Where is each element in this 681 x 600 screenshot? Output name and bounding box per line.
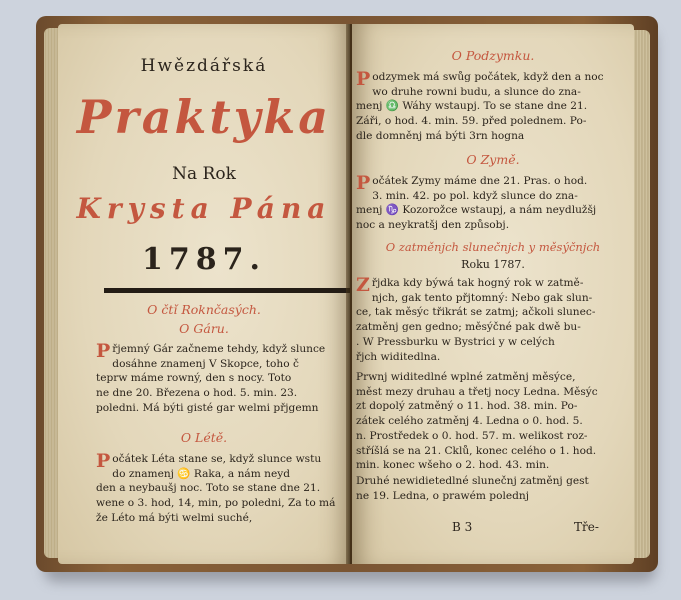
title-rule xyxy=(104,288,350,293)
winter-heading: O Zymě. xyxy=(466,152,520,167)
spring-heading: O Gáru. xyxy=(179,321,229,336)
winter-text: očátek Zymy máme dne 21. Pras. o hod. 3. min. 42. po pol. když slunce do zna- menj ♑ Kozorožce wstaupj, a nám neydlužšj noc a neykratšj den způsobj. xyxy=(356,175,597,232)
eclipses-initial: Z xyxy=(356,274,370,296)
section-header: O čtǐ Roknčasých. xyxy=(147,302,261,317)
eclipses-heading: O zatměnjch slunečnjch y měsýčnjch xyxy=(385,240,601,254)
catchword: Tře- xyxy=(574,520,599,534)
winter-paragraph xyxy=(356,174,624,233)
autumn-initial: P xyxy=(356,68,371,90)
eclipses-subheading: Roku 1787. xyxy=(461,258,525,271)
autumn-paragraph xyxy=(356,70,624,144)
right-page xyxy=(352,24,634,564)
title-krysta-pana: Krysta Pána xyxy=(76,192,332,225)
summer-initial: P xyxy=(96,450,111,472)
eclipses-text: řjdka kdy býwá tak hogný rok w zatmě- njch, gak tento přjtomný: Nebo gak slun- ce, tak měsýc třikrát se zatmj; ačkoli slunec- zatměnj gen gedno; měsýčné pak dwě bu- . W Pressburku w Bystrici y w celých řjch widitedlna. xyxy=(356,277,596,363)
eclipses-paragraph xyxy=(356,276,624,364)
spring-initial: P xyxy=(96,340,111,362)
eclipse-detail-paragraph: Prwnj widitedlné wplné zatměnj měsýce, měst mezy druhau a třetj nocy Ledna. Měsýc zt dopolý zatměný o 11. hod. 38. min. Po- zátek celého zatměnj 4. Ledna o 0. hod. 5. n. Prostředek o 0. hod. 57. m. welikost roz- stříšlá se na 21. Cklů, konec celého o 1. hod. min. konec wšeho o 2. hod. 43. min. xyxy=(356,371,598,472)
summer-paragraph xyxy=(96,452,350,526)
summer-heading: O Létě. xyxy=(180,430,228,445)
title-na-rok: Na Rok xyxy=(172,164,236,184)
winter-initial: P xyxy=(356,172,371,194)
autumn-text: odzymek má swůg počátek, když den a noc wo druhe rowni budu, a slunce do zna- menj ♎ Wáhy wstaupj. To se stane dne 21. Záři, o hod. 4. min. 59. před polednem. Po- dle domněnj má býti 3rn hogna xyxy=(356,71,604,142)
autumn-heading: O Podzymku. xyxy=(451,48,535,63)
title-small: Hwězdářská xyxy=(140,56,268,76)
spring-text: řjemný Gár začneme tehdy, když slunce dosáhne znamenj V Skopce, toho č teprw máme rowný, den s nocy. Toto ne dne 20. Březena o hod. 5. min. 23. poledni. Má býti gisté gar welmi přjgemn xyxy=(96,343,326,414)
title-year: 1787. xyxy=(142,242,266,277)
left-page xyxy=(58,24,350,564)
title-big: Praktyka xyxy=(76,90,332,144)
solar-paragraph: Druhé newidietedlné slunečnj zatměnj gest ne 19. Ledna, o prawém polednj xyxy=(356,475,589,502)
page-signature: B 3 xyxy=(452,520,473,534)
summer-text: očátek Léta stane se, když slunce wstu do znamenj ♋ Raka, a nám neyd den a neybaušj noc. Toto se stane dne 21. wene o 3. hod, 14, min, po poledni, Za to má že Léto má býti welmi suché, xyxy=(96,453,336,524)
spring-paragraph xyxy=(96,342,350,416)
